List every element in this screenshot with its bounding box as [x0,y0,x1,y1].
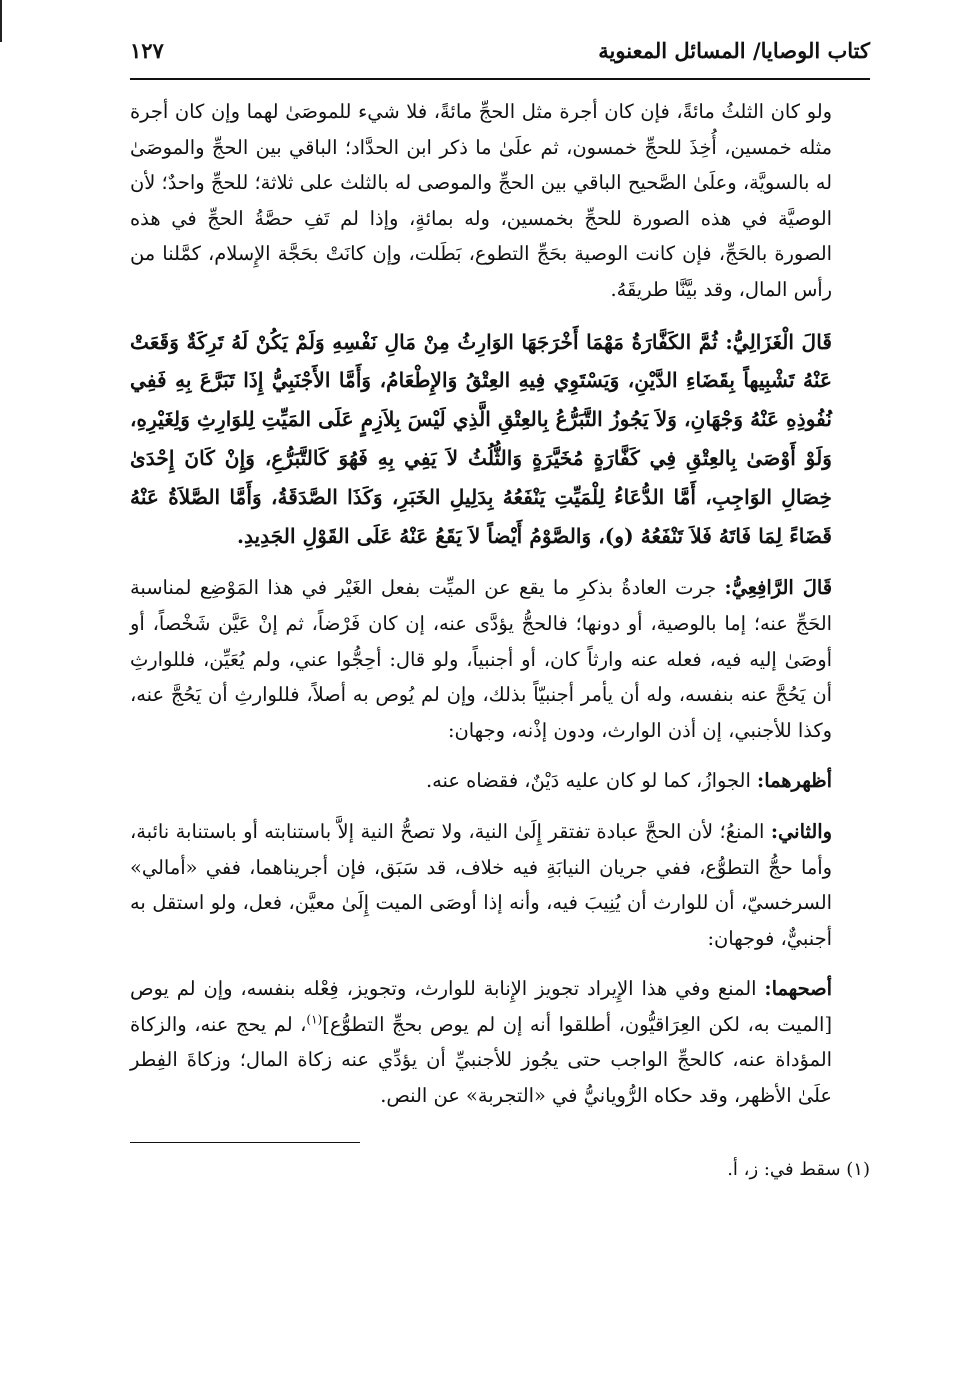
speaker-ghazali: قَالَ الْغَزَالِيُّ: [725,329,833,354]
speaker-rafii: قَالَ الرَّافِعِيُّ: [724,576,832,600]
paragraph-sahhuhuma-text-b: ، لم يحج عنه، والزكاة المؤداة عنه، كالحجِّ الواجب حتى يجُوز للأجنبيِّ أن يؤدِّي عنه زكاة المال؛ وزكاةَ الفِطر علَىٰ الأظهر، وقد حكاه الرُّويانيُّ في «التجربة» عن النص. [130,1012,832,1108]
speaker-ashahhuhuma: أصحهما: [764,977,832,1001]
running-title: كتاب الوصايا/ المسائل المعنوية [598,38,870,63]
paragraph-1 [130,94,870,308]
header-rule [130,78,870,80]
footnote-1-text: (١) سقط في: ز، أ. [727,1158,870,1180]
speaker-second: والثاني: [770,819,832,843]
footnote-1 [130,1155,870,1185]
paragraph-second-view-text: المنعُ؛ لأن الحجَّ عبادة تفتقر إِلَىٰ النية، ولا تصحُّ النية إلاَّ باستنابته أو باستنابة نائبة، وأما حجُّ التطوُّع، ففي جريان النيابَةِ فيه خلاف، قد سَبَق، فإن أجريناهما، ففي «أمالي» السرخسيّ، أن للوارث أن يُنِيبَ فيه، وأنه إذا أوصَى الميت إِلَىٰ معيَّن، فعل، ولو استقل به أجنبيٌّ، فوجهان: [130,819,832,950]
paragraph-1-text: ولو كان الثلثُ مائةً، فإن كان أجرة مثل الحجِّ مائةً، فلا شيء للموصَىٰ لهما وإن كان أجرة مثله خمسين، أُخِذَ للحجِّ خمسون، ثم علَىٰ ما ذكر ابن الحدَّاد؛ الباقي بين الحجِّ والموصَىٰ له بالسويَّة، وعلَىٰ الصَّحيح الباقي بين الحجِّ والموصى له بالثلث على ثلاثة؛ للحجِّ واحدٌ؛ لأن الوصيَّة في هذه الصورة للحجِّ بخمسين، وله بمائةٍ، وإذا لم تَفِ حصَّةُ الحجِّ في هذه الصورة بالحَجِّ، فإن كانت الوصية بحَجِّ التطوع، بَطَلت، وإن كانَتْ بحَجَّة الإِسلام، كمَّلنا من رأس المال، وقد بيَّنَّا طريقَهُ. [130,100,832,301]
paragraph-ghazali [130,323,870,556]
page-body [130,94,870,1114]
scan-edge-mark [0,0,2,42]
paragraph-first-view [130,763,870,799]
page-number: ١٢٧ [130,38,164,63]
page-header [130,38,870,74]
paragraph-second-view [130,814,870,956]
footnote-reference-1[interactable]: (١) [306,1012,323,1027]
paragraph-first-view-text: الجوازُ، كما لو كان عليه دَيْنٌ، فقضاه عنه. [425,769,751,793]
book-page [130,38,870,1185]
paragraph-rafii-text: جرت العادةُ بذكرِ ما يقع عن الميِّت بفعل الغَيْر في هذا المَوْضِع لمناسبة الحَجِّ عنه؛ إما بالوصية، أو دونها؛ فالحجُّ يؤدَّى عنه، إن كان فَرْضاً، ثم إنْ عَيَّن شَخْصاً، أو أوصَىٰ إليه فيه، فعله عنه وارثاً كان، أو أجنبياً، ولو قال: أحِجُّوا عني، ولم يُعَيِّن، فللوارثِ أن يَحُجَّ عنه بنفسه، وله أن يأمر أجنبيّاً بذلك، وإن لم يُوص به أصلاً، فللوارثِ أن يَحُجَّ عنه، وكذا للأجنبي، إن أذن الوارث، ودون إذْنه، وجهان: [130,576,832,742]
footnote-separator [130,1142,360,1143]
paragraph-sahhuhuma [130,971,870,1113]
paragraph-sahhuhuma-text-a: المنع وفي هذا الإِيراد تجويز الإِنابة للوارث، وتجويز، فِعْله بنفسه، وإن لم يوص [الميت به، لكن العِرَاقيُّون، أطلقوا أنه إن لم يوص بحجِّ التطوُّع] [130,977,833,1036]
speaker-azharuhuma: أظهرهما: [757,769,832,793]
paragraph-ghazali-text: ثُمَّ الكَفَّارَةُ مَهْمَا أَخْرَجَهَا الوَارِثُ مِنْ مَالِ نَفْسِهِ وَلَمْ يَكُنْ لَهُ تَرِكَةٌ وَقَعَتْ عَنْهُ تَشْبِيهاً بِقَضَاءِ الدَّيْنِ، وَيَسْتَوِي فِيهِ العِتْقُ وَالإِطْعَامُ، وَأَمَّا الأَجْنَبِيُّ إِذَا تَبَرَّعَ بِهِ فَفِي نُفُوذِهِ عَنْهُ وَجْهَانِ، وَلاَ يَجُوزُ التَّبَرُّعُ بِالعِتْقِ الَّذِي لَيْسَ بِلاَزِمٍ عَلَى المَيِّتِ لِلوَارِثِ وَلِغَيْرِهِ، وَلَوْ أَوْصَىٰ بِالعِتْقِ فِي كَفَّارَةٍ مُخَيَّرَةٍ وَالثُّلُثُ لاَ يَفِي بِهِ فَهُوَ كَالتَّبَرُّعِ، وَإِنْ كَانَ إِحْدَىٰ خِصَالِ الوَاجِبِ، أَمَّا الدُّعَاءُ لِلْمَيِّتِ يَنْفَعُهُ بِدَلِيلِ الخَبَرِ، وَكَذَا الصَّدَقَةُ، وَأَمَّا الصَّلاَةُ عَنْهُ قَضَاءً لِمَا فَاتَهُ فَلاَ تَنْفَعُهُ (و)، وَالصَّوْمُ أَيْضاً لاَ يَقَعُ عَنْهُ عَلَى القَوْلِ الجَدِيدِ. [130,329,832,548]
paragraph-rafii [130,570,870,748]
